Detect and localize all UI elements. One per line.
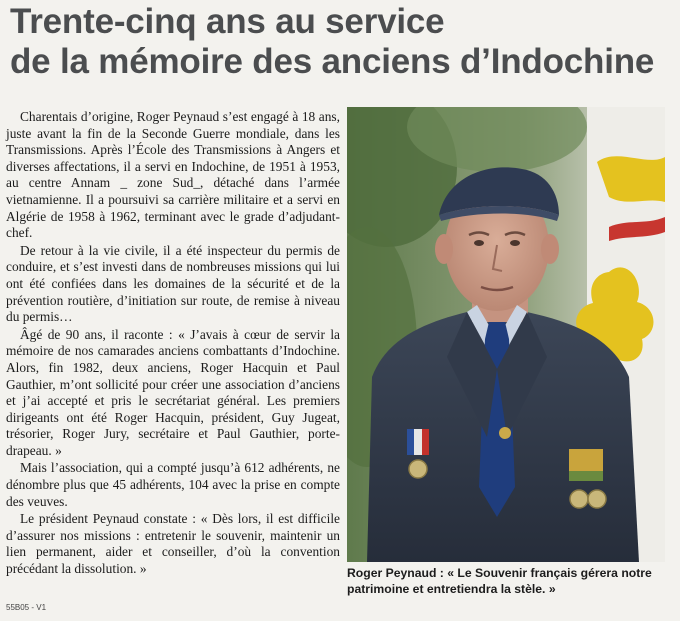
page-folio: 55B05 - V1 <box>6 603 47 612</box>
photo-caption: Roger Peynaud : « Le Souvenir français gérera notre patrimoine et entretiendra la stèle. » <box>347 566 652 596</box>
headline-line-2: de la mémoire des anciens d’Indochine <box>10 42 655 81</box>
portrait-illustration <box>347 107 665 562</box>
article-paragraph: De retour à la vie civile, il a été inspecteur du permis de conduire, et s’est investi dans de nombreuses missions qui lui ont été confiées dans les domaines de la sécurité et de la prévention routière, d’initiation sur route, de remise à niveau du permis… <box>6 242 340 325</box>
article-paragraph: Âgé de 90 ans, il raconte : « J’avais à cœur de servir la mémoire de nos camarades anciens combattants d’Indochine. Alors, fin 1982, deux anciens, Roger Hacquin et Paul Gauthier, m’ont sollicité pour créer une association d’anciens et j’ai accepté et pris le secrétariat général. Les premiers dirigeants ont été Roger Hacquin, président, Guy Jugeat, trésorier, Roger Jury, secrétaire et Paul Gauthier, porte-drapeau. » <box>6 326 340 458</box>
article-paragraph: Charentais d’origine, Roger Peynaud s’est engagé à 18 ans, juste avant la fin de la Seconde Guerre mondiale, dans les Transmissions. Après l’École des Transmissions à Angers et diverses affectations, il a servi en Indochine, de 1951 à 1953, au centre Annam _ zone Sud_, détaché dans l’armée vietnamienne. Il a poursuivi sa carrière militaire et a servi en Algérie de 1958 à 1962, terminant avec le grade d’adjudant-chef. <box>6 109 340 241</box>
bleed-through-text <box>150 92 340 106</box>
article-paragraph: Le président Peynaud constate : « Dès lors, il est difficile d’assurer nos missions : entretenir le souvenir, maintenir un lien permanent, aider et conseiller, d’où la convention précédant la dissolution. » <box>6 511 340 577</box>
portrait-photo <box>347 107 665 562</box>
headline <box>10 2 670 82</box>
article-body <box>6 109 340 579</box>
article-paragraph: Mais l’association, qui a compté jusqu’à 612 adhérents, ne dénombre plus que 45 adhérents, 104 avec la prise en compte des veuves. <box>6 460 340 509</box>
headline-line-1: Trente-cinq ans au service <box>10 2 445 41</box>
